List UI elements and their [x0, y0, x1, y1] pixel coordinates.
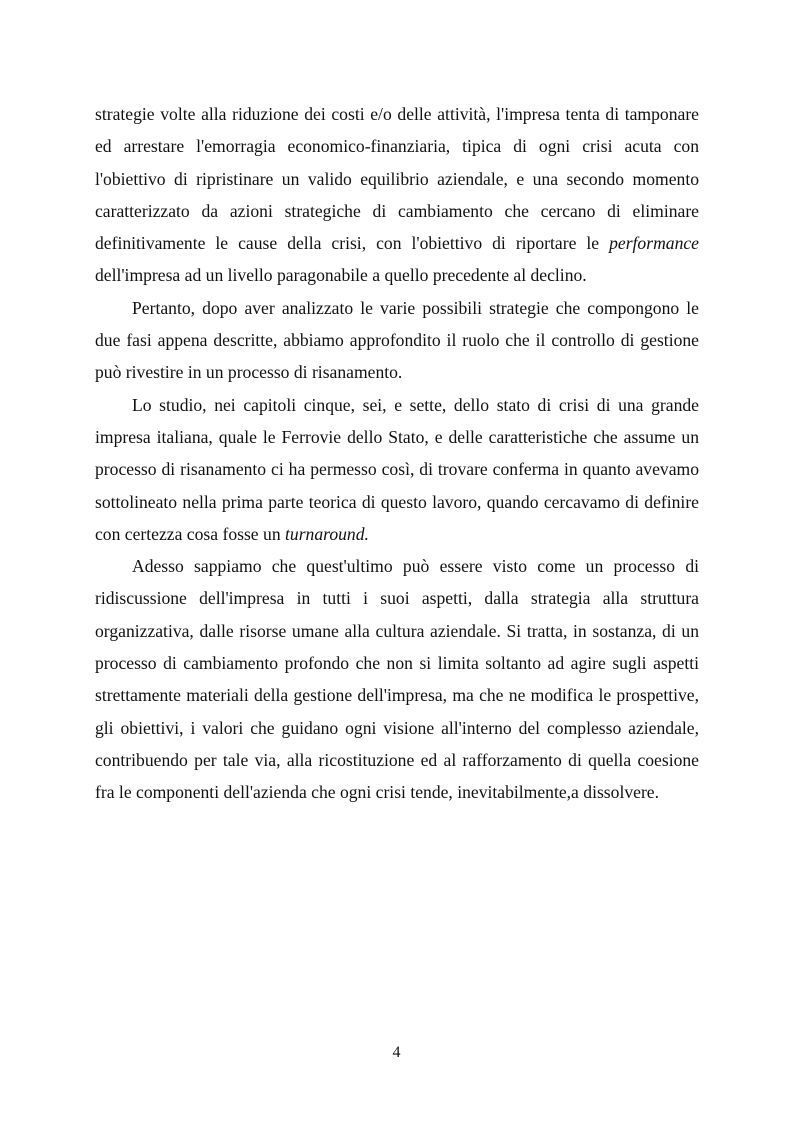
paragraph-1-text-1: strategie volte alla riduzione dei costi e/o delle attività, l'impresa tenta di tamponare ed arrestare l'emorragia economico-finanziaria, tipica di ogni crisi acuta con l'obiettivo di ripristinare un valido equilibrio aziendale, e una secondo momento caratterizzato da azioni strategiche di cambiamento che cercano di eliminare definitivamente le cause della crisi, con l'obiettivo di riportare le [95, 104, 699, 254]
paragraph-2 [95, 292, 699, 389]
paragraph-4-text-1: Adesso sappiamo che quest'ultimo può essere visto come un processo di ridiscussione dell'impresa in tutti i suoi aspetti, dalla strategia alla struttura organizzativa, dalle risorse umane alla cultura aziendale. Si tratta, in sostanza, di un processo di cambiamento profondo che non si limita soltanto ad agire sugli aspetti strettamente materiali della gestione dell'impresa, ma che ne modifica le prospettive, gli obiettivi, i valori che guidano ogni visione all'interno del complesso aziendale, contribuendo per tale via, alla ricostituzione ed al rafforzamento di quella coesione fra le componenti dell'azienda che ogni crisi tende, inevitabilmente,a dissolvere. [95, 556, 699, 803]
paragraph-1-italic-performance: performance [609, 233, 699, 254]
paragraph-4 [95, 550, 699, 808]
body-text [95, 98, 699, 809]
paragraph-3-text-1: Lo studio, nei capitoli cinque, sei, e sette, dello stato di crisi di una grande impresa italiana, quale le Ferrovie dello Stato, e delle caratteristiche che assume un processo di risanamento ci ha permesso così, di trovare conferma in quanto avevamo sottolineato nella prima parte teorica di questo lavoro, quando cercavamo di definire con certezza cosa fosse un [95, 394, 699, 544]
paragraph-3 [95, 389, 699, 550]
paragraph-1-text-2: dell'impresa ad un livello paragonabile a quello precedente al declino. [95, 265, 587, 286]
paragraph-1 [95, 98, 699, 292]
paragraph-3-italic-turnaround: turnaround. [285, 523, 369, 544]
page-number: 4 [392, 1044, 401, 1061]
paragraph-2-text-1: Pertanto, dopo aver analizzato le varie possibili strategie che compongono le due fasi appena descritte, abbiamo approfondito il ruolo che il controllo di gestione può rivestire in un processo di risanamento. [95, 297, 699, 383]
